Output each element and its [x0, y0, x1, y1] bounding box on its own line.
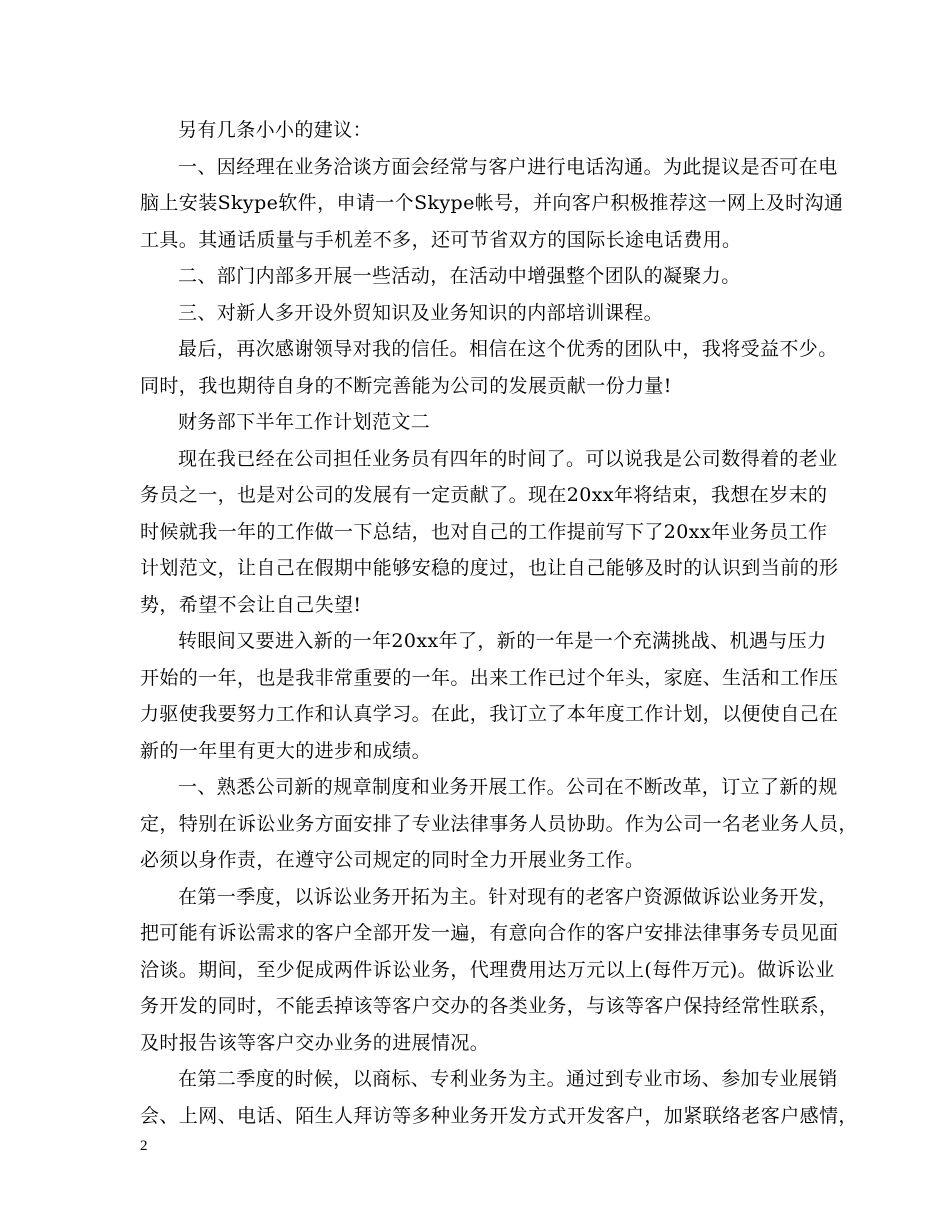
text-line: 计划范文，让自己在假期中能够安稳的度过，也让自己能够及时的认识到当前的形: [140, 557, 839, 579]
text-line: 最后，再次感谢领导对我的信任。相信在这个优秀的团队中，我将受益不少。: [178, 338, 838, 360]
text-line: 转眼间又要进入新的一年20xx年了，新的一年是一个充满挑战、机遇与压力: [178, 630, 827, 652]
text-line: 务员之一，也是对公司的发展有一定贡献了。现在20xx年将结束，我想在岁末的: [140, 484, 828, 506]
text-line: 务开发的同时，不能丢掉该等客户交办的各类业务，与该等客户保持经常性联系，: [140, 995, 839, 1017]
text-line: 势，希望不会让自己失望!: [140, 593, 362, 616]
text-line: 脑上安装Skype软件，申请一个Skype帐号，并向客户积极推荐这一网上及时沟通: [140, 192, 844, 214]
text-line: 会、上网、电话、陌生人拜访等多种业务开发方式开发客户，加紧联络老客户感情，: [140, 1104, 858, 1127]
text-line: 工具。其通话质量与手机差不多，还可节省双方的国际长途电话费用。: [140, 228, 742, 251]
text-line: 时候就我一年的工作做一下总结，也对自己的工作提前写下了20xx年业务员工作: [140, 520, 828, 543]
text-line: 另有几条小小的建议：: [178, 119, 373, 141]
text-line: 财务部下半年工作计划范文二: [178, 411, 431, 433]
text-line: 在第二季度的时候，以商标、专利业务为主。通过到专业市场、参加专业展销: [178, 1068, 838, 1090]
text-line: 现在我已经在公司担任业务员有四年的时间了。可以说我是公司数得着的老业: [178, 447, 838, 470]
text-line: 一、因经理在业务洽谈方面会经常与客户进行电话沟通。为此提议是否可在电: [178, 155, 838, 178]
text-line: 同时，我也期待自身的不断完善能为公司的发展贡献一份力量!: [140, 374, 672, 397]
text-line: 二、部门内部多开展一些活动，在活动中增强整个团队的凝聚力。: [178, 265, 741, 287]
text-line: 一、熟悉公司新的规章制度和业务开展工作。公司在不断改革，订立了新的规: [178, 776, 838, 798]
text-line: 三、对新人多开设外贸知识及业务知识的内部培训课程。: [178, 301, 664, 324]
document-body: [140, 112, 858, 1134]
text-line: 新的一年里有更大的进步和成绩。: [140, 739, 432, 762]
text-line: 把可能有诉讼需求的客户全部开发一遍，有意向合作的客户安排法律事务专员见面: [140, 922, 839, 944]
text-line: 必须以身作责，在遵守公司规定的同时全力开展业务工作。: [140, 849, 645, 871]
text-line: 开始的一年，也是我非常重要的一年。出来工作已过个年头，家庭、生活和工作压: [140, 666, 839, 689]
text-line: 洽谈。期间，至少促成两件诉讼业务，代理费用达万元以上(每件万元)。做诉讼业: [140, 958, 835, 981]
text-line: 定，特别在诉讼业务方面安排了专业法律事务人员协助。作为公司一名老业务人员，: [140, 812, 858, 835]
text-line: 在第一季度，以诉讼业务开拓为主。针对现有的老客户资源做诉讼业务开发，: [178, 885, 838, 908]
text-line: 及时报告该等客户交办业务的进展情况。: [140, 1031, 490, 1054]
page-number: 2: [140, 1138, 148, 1154]
text-line: 力驱使我要努力工作和认真学习。在此，我订立了本年度工作计划，以便使自己在: [140, 703, 839, 725]
